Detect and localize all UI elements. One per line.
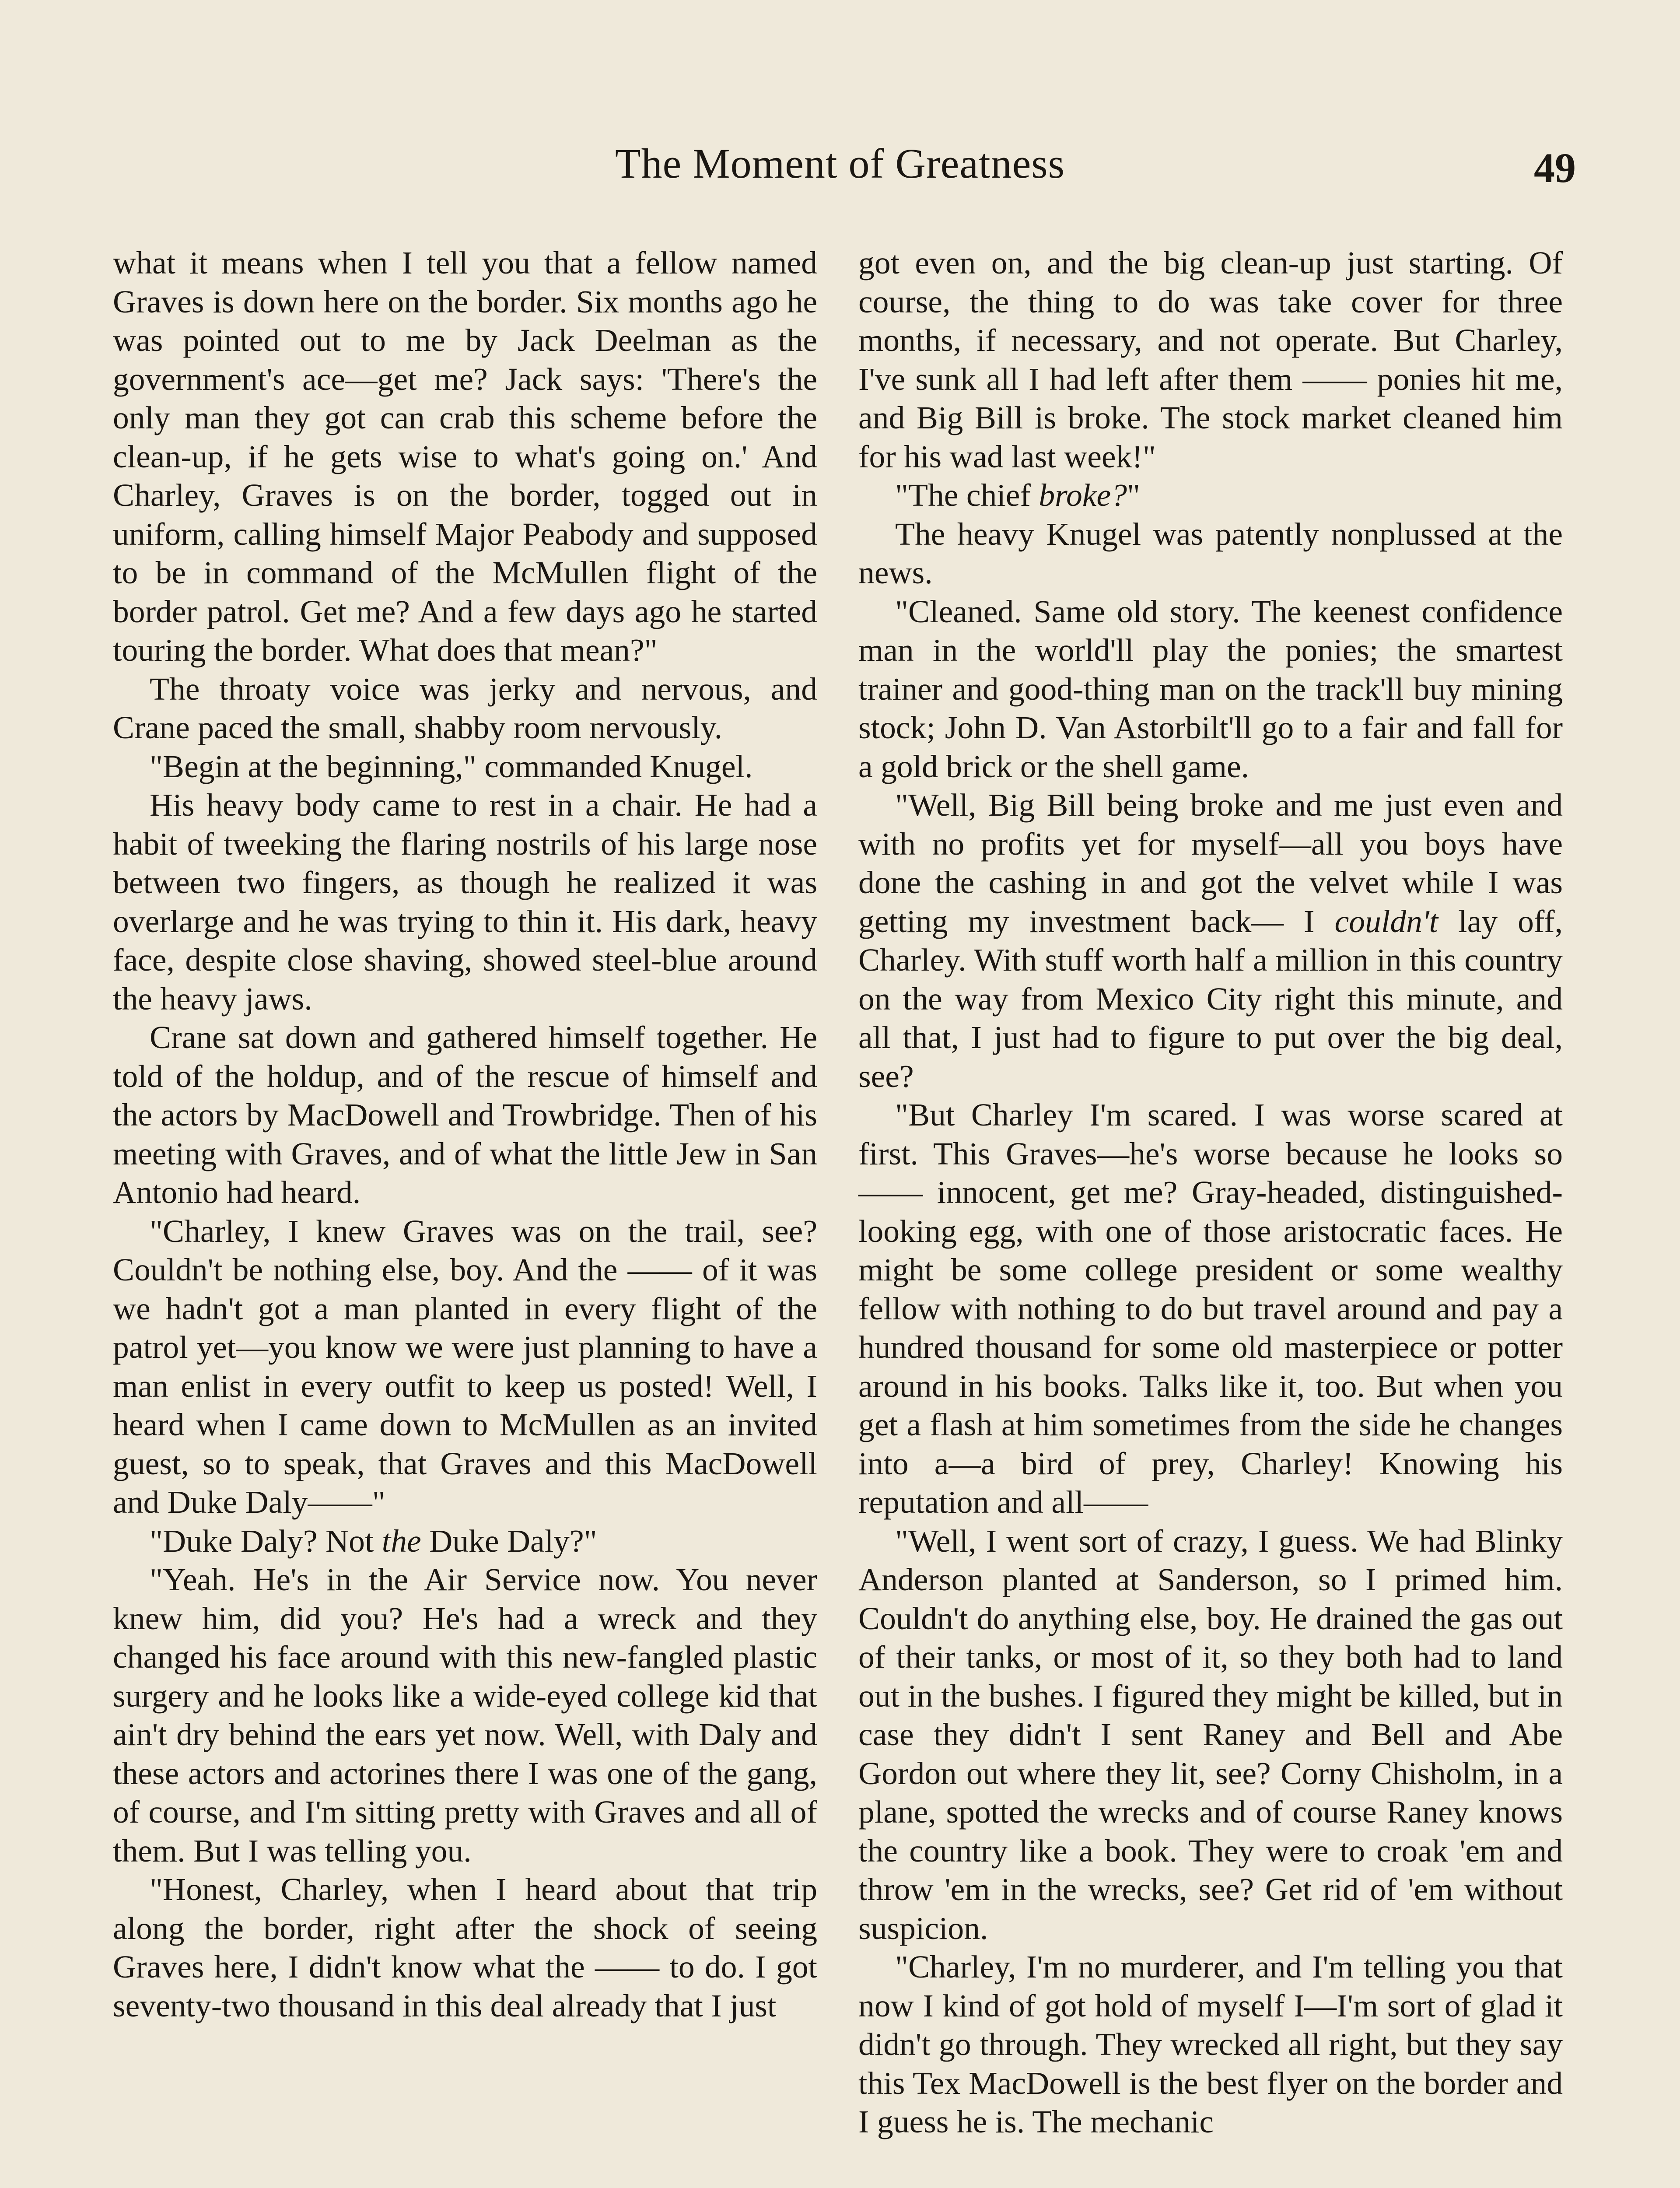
paragraph: what it means when I tell you that a fellow named Graves is down here on the border. Six months ago he was pointed out to me by Jack Deelman as the government's ace—get me? Jack says: 'There's the only man they got can crab this scheme before the clean-up, if he gets wise to what's going on.' And Charley, Graves is on the border, togged out in uniform, calling himself Major Peabody and supposed to be in command of the McMullen flight of the border patrol. Get me? And a few days ago he started touring the border. What does that mean?" [113, 245, 817, 668]
paragraph: The throaty voice was jerky and nervous, and Crane paced the small, shabby room nervously. [113, 670, 817, 745]
right-column [858, 243, 1563, 2141]
paragraph [113, 1522, 817, 1560]
text-run: "Well, Big Bill being broke and me just even and with no profits yet for myself—all you boys have done the cashing in and got the velvet while I was getting my investment back— I [858, 787, 1563, 939]
text-run: "The chief [895, 477, 1039, 513]
paragraph [858, 476, 1563, 515]
paragraph: got even on, and the big clean-up just starting. Of course, the thing to do was take cover for three months, if necessary, and not operate. But Charley, I've sunk all I had left after them —— ponies hit me, and Big Bill is broke. The stock market cleaned him for his wad last week!" [858, 245, 1563, 474]
text-run: lay off, Charley. With stuff worth half a million in this country on the way from Mexico City right this minute, and all that, I just had to figure to put over the big deal, see? [858, 903, 1563, 1094]
paragraph: "Yeah. He's in the Air Service now. You never knew him, did you? He's had a wreck and they changed his face around with this new-fangled plastic surgery and he looks like a wide-eyed college kid that ain't dry behind the ears yet now. Well, with Daly and these actors and actorines there I was one of the gang, of course, and I'm sitting pretty with Graves and all of them. But I was telling you. [113, 1561, 817, 1869]
paragraph: "Charley, I knew Graves was on the trail, see? Couldn't be nothing else, boy. And the —— of it was we hadn't got a man planted in every flight of the patrol yet—you know we were just planning to have a man enlist in every outfit to keep us posted! Well, I heard when I came down to McMullen as an invited guest, so to speak, that Graves and this MacDowell and Duke Daly——" [113, 1213, 817, 1520]
left-column [113, 243, 817, 2025]
paragraph: His heavy body came to rest in a chair. He had a habit of tweeking the flaring nostrils of his large nose between two fingers, as though he realized it was overlarge and he was trying to thin it. His dark, heavy face, despite close shaving, showed steel-blue around the heavy jaws. [113, 787, 817, 1017]
italic-run: broke? [1039, 477, 1127, 513]
paragraph: "Charley, I'm no murderer, and I'm telling you that now I kind of got hold of myself I—I'm sort of glad it didn't go through. They wrecked all right, but they say this Tex MacDowell is the best flyer on the border and I guess he is. The mechanic [858, 1949, 1563, 2139]
paragraph [858, 785, 1563, 1095]
paragraph: "Well, I went sort of crazy, I guess. We had Blinky Anderson planted at Sanderson, so I primed him. Couldn't do anything else, boy. He drained the gas out of their tanks, or most of it, so they both had to land out in the bushes. I figured they might be killed, but in case they didn't I sent Raney and Bell and Abe Gordon out where they lit, see? Corny Chisholm, in a plane, spotted the wrecks and of course Raney knows the country like a book. They were to croak 'em and throw 'em in the wrecks, see? Get rid of 'em without suspicion. [858, 1522, 1563, 1946]
paragraph: "But Charley I'm scared. I was worse scared at first. This Graves—he's worse because he looks so —— innocent, get me? Gray-headed, distinguished-looking egg, with one of those aristocratic faces. He might be some college president or some wealthy fellow with nothing to do but travel around and pay a hundred thousand for some old masterpiece or potter around in his books. Talks like it, too. But when you get a flash at him sometimes from the side he changes into a—a bird of prey, Charley! Knowing his reputation and all—— [858, 1097, 1563, 1520]
paragraph: Crane sat down and gathered himself together. He told of the holdup, and of the rescue of himself and the actors by MacDowell and Trowbridge. Then of his meeting with Graves, and of what the little Jew in San Antonio had heard. [113, 1019, 817, 1210]
text-run: Duke Daly?" [421, 1522, 597, 1559]
running-head-title: The Moment of Greatness [615, 140, 1065, 187]
paragraph: "Cleaned. Same old story. The keenest confidence man in the world'll play the ponies; the smartest trainer and good-thing man on the track'll buy mining stock; John D. Van Astorbilt'll go to a fair and fall for a gold brick or the shell game. [858, 593, 1563, 784]
italic-run: the [382, 1522, 421, 1559]
page-number: 49 [1534, 144, 1576, 191]
text-run: " [1127, 477, 1141, 513]
paragraph: "Honest, Charley, when I heard about that trip along the border, right after the shock of seeing Graves here, I didn't know what the —— to do. I got seventy-two thousand in this deal already that I just [113, 1871, 817, 2023]
text-run: "Duke Daly? Not [150, 1522, 382, 1559]
paragraph: "Begin at the beginning," commanded Knugel. [150, 748, 753, 784]
paragraph: The heavy Knugel was patently nonplussed at the news. [858, 515, 1563, 590]
italic-run: couldn't [1334, 903, 1438, 939]
